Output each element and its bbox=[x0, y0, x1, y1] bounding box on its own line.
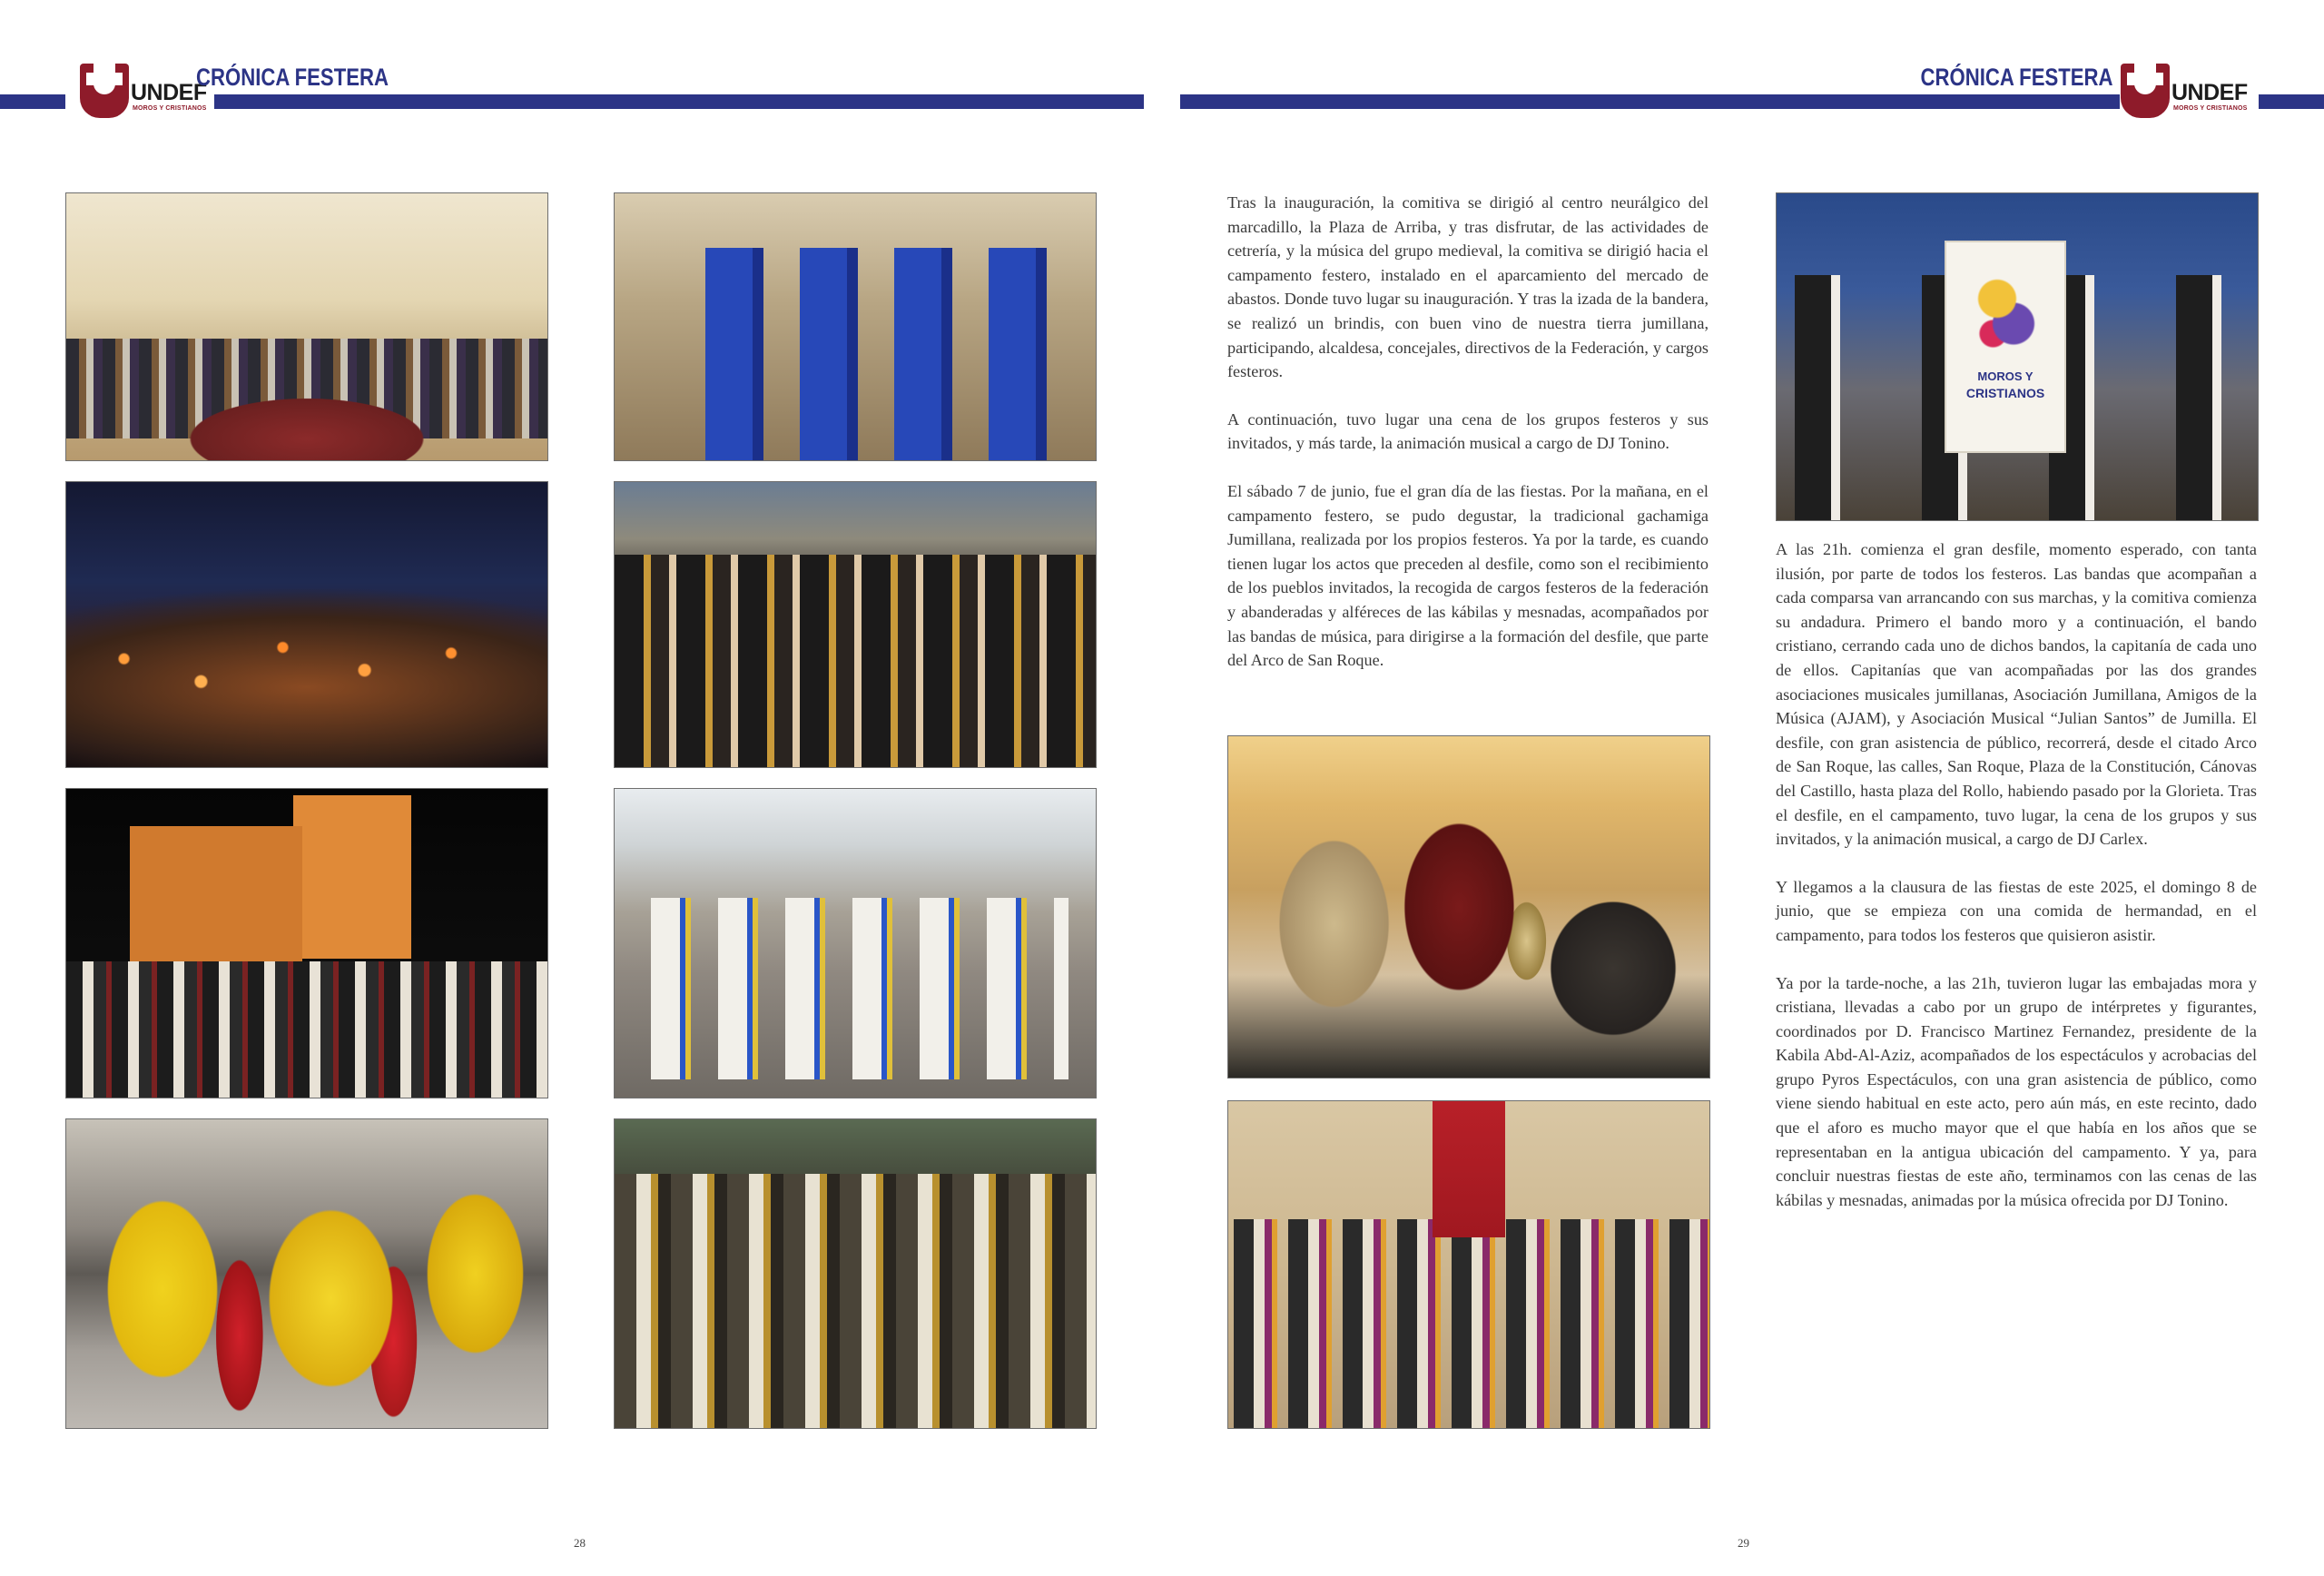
page-number-right: 29 bbox=[1738, 1536, 1749, 1550]
text-column-right bbox=[1776, 537, 2257, 1236]
section-title-left: CRÓNICA FESTERA bbox=[196, 64, 389, 91]
paragraph: El sábado 7 de junio, fue el gran día de las fiestas. Por la mañana, en el campamento festero, se pudo degustar, la tradicional gachamiga Jumillana, realizada por los propios festeros. Ya por la tarde, es cuando tienen lugar los actos que preceden al desfile, como son el recibimiento de los pueblos invitados, la recogida de cargos festeros de la federación y abanderadas y alféreces de las kábilas y mesnadas, acompañados por las bandas de música, para dirigirse a la formación del desfile, que parte del Arco de San Roque. bbox=[1227, 481, 1709, 670]
photo-night-campfire bbox=[65, 481, 548, 768]
photo-armored-troop bbox=[614, 1118, 1097, 1429]
photo-poster-presentation bbox=[1776, 192, 2259, 521]
paragraph: Ya por la tarde-noche, a las 21h, tuvieron lugar las embajadas mora y cristiana, llevadas a cabo por un grupo de intérpretes y figurantes, coordinados por D. Francisco Martinez Fernandez, presidente de la Kabila Abd-Al-Aziz, acompañados de los espectáculos y acrobacias del grupo Pyros Espectáculos, con una gran asistencia de público, como viene siendo habitual en este acto, pero aún más, en este recinto, dado que el aforo es mucho mayor que el que había en los años que se representaban en la antigua ubicación del campamento. Y ya, para concluir nuestras fiestas de este año, terminamos con las cenas de las kábilas y mesnadas, animadas por la música ofrecida por DJ Tonino. bbox=[1776, 973, 2257, 1209]
paragraph: Y llegamos a la clausura de las fiestas de este 2025, el domingo 8 de junio, que se empieza con una comida de hermandad, en el campamento, para todos los festeros que quisieron asistir. bbox=[1776, 877, 2257, 944]
photo-dancers-gold-wings bbox=[65, 1118, 548, 1429]
photo-hall-group-banner bbox=[1227, 1100, 1710, 1429]
header-band-right-short bbox=[2259, 94, 2324, 109]
header-band-left-short bbox=[0, 94, 65, 109]
photo-signing-ceremony bbox=[1227, 735, 1710, 1079]
logo-word: UNDEF bbox=[2171, 80, 2248, 105]
page-number-left: 28 bbox=[574, 1536, 586, 1550]
paragraph: A continuación, tuvo lugar una cena de los grupos festeros y sus invitados, y más tarde, la animación musical a cargo de DJ Tonino. bbox=[1227, 409, 1709, 453]
logo-subtitle: MOROS Y CRISTIANOS bbox=[2173, 105, 2248, 112]
header-band-left bbox=[214, 94, 1144, 109]
photo-town-hall-group bbox=[65, 192, 548, 461]
poster-title-line2: CRISTIANOS bbox=[1965, 386, 2045, 400]
poster bbox=[1945, 241, 2066, 453]
section-title-right: CRÓNICA FESTERA bbox=[1921, 64, 2113, 91]
paragraph: A las 21h. comienza el gran desfile, momento esperado, con tanta ilusión, por parte de todos los festeros. Las bandas que acompañan a cada comparsa van arrancando con sus marchas, y la comitiva comienza su andadura. Primero el bando moro y a continuación, el bando cristiano, cerrando cada uno de dichos bandos, la capitanía de cada uno de ellos. Capitanías que van acompañadas por las dos grandes asociaciones musicales jumillanas, Asociación Jumillana, Amigos de la Música (AJAM), y Asociación Musical “Julian Santos” de Jumilla. El desfile, con gran asistencia de público, recorrerá, desde el citado Arco de San Roque, las calles, San Roque, Plaza de la Constitución, Cánovas del Castillo, hasta plaza del Rollo, habiendo pasado por la Glorieta. Tras el desfile, en el campamento, tuvo lugar, la cena de los grupos y sus invitados, y la animación musical, a cargo de DJ Carlex. bbox=[1776, 540, 2257, 849]
logo-subtitle: MOROS Y CRISTIANOS bbox=[133, 105, 207, 112]
paragraph: Tras la inauguración, la comitiva se dirigió al centro neurálgico del marcadillo, la Plaza de Arriba, y tras disfrutar, de las actividades de cetrería, y la música del grupo medieval, la comitiva se dirigió hacia el campamento festero, instalado en el aparcamiento del mercado de abastos. Donde tuvo lugar su inauguración. Y tras la izada de la bandera, se realizó un brindis, con buen vino de nuestra tierra jumillana, participando, alcaldesa, concejales, directivos de la Federación, y cargos festeros. bbox=[1227, 193, 1709, 381]
photo-black-gold-parade bbox=[614, 481, 1097, 768]
poster-title-line1: MOROS Y bbox=[1977, 369, 2034, 383]
logo-word: UNDEF bbox=[131, 80, 207, 105]
shield-icon bbox=[2121, 64, 2170, 118]
photo-blue-knights bbox=[614, 192, 1097, 461]
text-column-left bbox=[1227, 191, 1709, 696]
header-band-right bbox=[1180, 94, 2120, 109]
shield-icon bbox=[80, 64, 129, 118]
undef-logo-right bbox=[2121, 62, 2257, 120]
photo-castle-night bbox=[65, 788, 548, 1098]
photo-white-blue-dancers bbox=[614, 788, 1097, 1098]
